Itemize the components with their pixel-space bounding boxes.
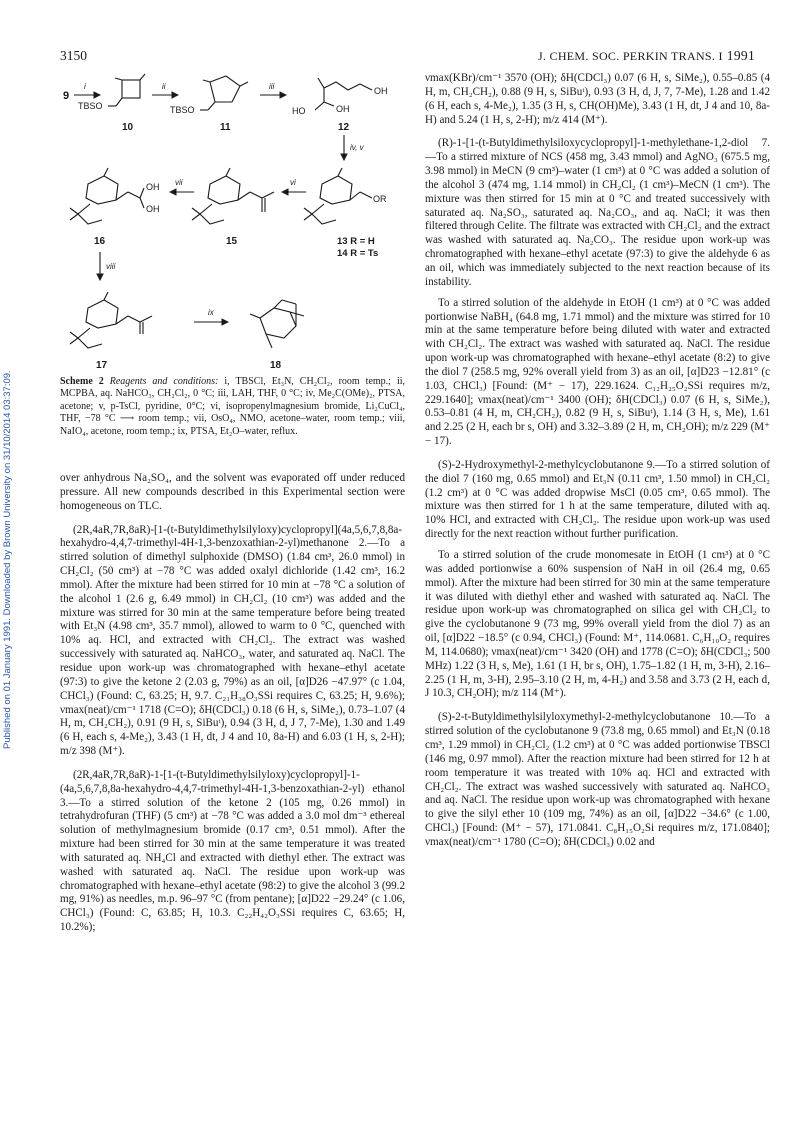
compound-11-structure — [200, 76, 248, 110]
oh-label-12b: OH — [374, 86, 388, 96]
left-paragraph-2: (2R,4aR,7R,8aR)-[1-(t-Butyldimethylsilyloxy)cyclopropyl](4a,5,6,7,8,8a-hexahydro-4,4,7-trimethyl-4H-1,3-benzoxathian-2-yl)methanone 2.—To a stirred solution of dimethyl sulphoxide (DMSO) (1.84 cm³, 26.0 mmol) in CH₂Cl₂ (50 cm³) at −78 °C was added oxalyl dichloride (1.42 cm³, 16.2 mmol). After the mixture had been stirred for 10 min at −78 °C a solution of the alcohol 1 (2.6 g, 6.49 mmol) in CH₂Cl₂ (10 cm³) was added and the mixture was stirred for 30 min at the same temperature before being treated with Et₃N (4.98 cm³, 35.7 mmol), allowed to warm to 0 °C, quenched with 10% aq. HCl, and extracted with CH₂Cl₂. The extract was washed successively with saturated aq. NaHCO₃, water, and saturated aq. NaCl. The residue upon work-up was chromatographed with hexane–ethyl acetate (97:3) to give the ketone 2 (2.03 g, 79%) as an oil, [α]D26 −47.97° (c 1.04, CHCl₃) (Found: C, 63.25; H, 9.7. C₂₁H₃₈O₃SSi requires C, 63.25; H, 9.6%); νmax(neat)/cm⁻¹ 1718 (C=O); δH(CDCl₃) 0.18 (6 H, s, SiMe₂), 0.73–1.07 (4 H, m, CH₂CH₂), 0.91 (9 H, s, SiBuᵗ), 0.94 (3 H, d, J 7, 7-Me), 1.30 and 1.49 (6 H, each s, 4-Me₂), 3.43 (1 H, dt, J 4 and 10, 8a-H) and 6.03 (1 H, s, 2-H); m/z 398 (M⁺). — [60, 523, 405, 758]
oh-label-16a: OH — [146, 182, 160, 192]
arrow-label-vii: vii — [175, 178, 183, 187]
running-head — [538, 48, 755, 64]
page-number: 3150 — [60, 48, 87, 63]
download-notice: Published on 01 January 1991. Downloaded by Brown University on 31/10/2014 03:37:09. — [2, 370, 13, 750]
left-column — [60, 472, 405, 942]
left-paragraph-1: over anhydrous Na₂SO₄, and the solvent was evaporated off under reduced pressure. All new compounds described in this Experimental section were homogeneous on TLC. — [60, 472, 405, 512]
compound-16-number: 16 — [94, 236, 106, 247]
caption-label: Scheme 2 — [60, 376, 104, 387]
tbso-label-11: TBSO — [170, 105, 195, 115]
or-label-13: OR — [373, 194, 387, 204]
tbso-label-10: TBSO — [78, 101, 103, 111]
journal-name: J. CHEM. SOC. PERKIN TRANS. I — [537, 49, 723, 63]
compound-16-structure — [70, 168, 144, 224]
right-paragraph-1: νmax(KBr)/cm⁻¹ 3570 (OH); δH(CDCl₃) 0.07 (6 H, s, SiMe₂), 0.55–0.85 (4 H, m, CH₂CH₂), 0.88 (9 H, s, SiBuᵗ), 0.93 (3 H, d, J, 7, 7-Me), 1.28 and 1.42 (6 H, each s, 4-Me₂), 1.35 (3 H, s, CH(OH)Me), 3.43 (1 H, dt, J 4 and 10, 8a-H) and 5.24 (1 H, s, 2-H); m/z 414 (M⁺). — [425, 72, 770, 126]
right-paragraph-6: (S)-2-t-Butyldimethylsilyloxymethyl-2-methylcyclobutanone 10.—To a stirred solution of the cyclobutanone 9 (73.8 mg, 0.65 mmol) and Et₃N (0.18 cm³, 1.29 mmol) in CH₂Cl₂ (1.2 cm³) at 0 °C was added portionwise TBSCl (146 mg, 0.97 mmol). After the reaction mixture had been stirred for 12 h at room temperature it was treated with 10% aq. HCl and extracted with CH₂Cl₂. The extract was washed successively with saturated aq. NaHCO₃ and aq. NaCl. The residue upon work-up was chromatographed with hexane to give the silyl ether 10 (109 mg, 74%) as an oil, [α]D22 −34.6° (c 1.00, CHCl₃) [Found: (M⁺ − 57), 171.0841. C₈H₁₅O₂Si requires m/z, 171.0840]; νmax(neat)/cm⁻¹ 1780 (C=O); δH(CDCl₃) 0.02 and — [425, 711, 770, 848]
scheme-2-figure — [60, 72, 405, 372]
compound-13-number: 13 R = H — [337, 236, 375, 247]
oh-label-16b: OH — [146, 204, 160, 214]
compound-15-structure — [192, 168, 274, 224]
arrow-label-ix: ix — [208, 308, 214, 317]
compound-17-structure — [70, 292, 152, 348]
compound-9-label: 9 — [63, 90, 70, 102]
caption-intro: Reagents and conditions: — [109, 376, 219, 387]
scheme-caption — [60, 376, 405, 438]
compound-15-number: 15 — [226, 236, 238, 247]
right-paragraph-2: (R)-1-[1-(t-Butyldimethylsiloxycyclopropyl]-1-methylethane-1,2-diol 7.—To a stirred mixture of NCS (458 mg, 3.43 mmol) and AgNO₃ (675.5 mg, 3.98 mmol) in MeCN (9 cm³)–water (1 cm³) at 0 °C was added a solution of the alcohol 3 (474 mg, 1.14 mmol) in CH₂Cl₂ (1 cm³)–MeCN (1 cm³). The mixture was then stirred for 15 min at 0 °C and treated successively with saturated aq. Na₂SO₃, saturated aq. Na₂CO₃, and aq. NaCl; it was then filtered through Celite. The filtrate was extracted with CH₂Cl₂ and the extract was washed with saturated aq. Na₂CO₃. The residue upon work-up was chromatographed with hexane–ethyl acetate (97:3) to give the aldehyde 6 as an oil, which was immediately subjected to the next reaction because of its instability. — [425, 137, 770, 288]
left-paragraph-3: (2R,4aR,7R,8aR)-1-[1-(t-Butyldimethylsilyloxy)cyclopropyl]-1-(4a,5,6,7,8,8a-hexahydro-4,4,7-trimethyl-4H-1,3-benzoxathian-2-yl) ethanol 3.—To a stirred solution of the ketone 2 (105 mg, 0.26 mmol) in tetrahydrofuran (THF) (5 cm³) at −78 °C was added a 3.0 mol dm⁻³ ethereal solution of methylmagnesium bromide (0.17 cm³, 0.51 mmol). After the mixture had been stirred for 30 min at the same temperature it was treated with saturated aq. NH₄Cl and extracted with diethyl ether. The extract was washed with saturated aq. NaCl. The residue upon work-up was chromatographed with hexane–ethyl acetate (98:2) to give the alcohol 3 (99.2 mg, 91%) as needles, m.p. 96–97 °C (from pentane); [α]D22 −29.24° (c 1.06, CHCl₃) (Found: C, 63.85; H, 10.3. C₂₂H₄₂O₃SSi requires C, 63.65; H, 10.2%); — [60, 768, 405, 934]
arrow-label-viii: viii — [106, 262, 116, 271]
compound-10-structure — [108, 74, 145, 106]
right-paragraph-5: To a stirred solution of the crude monomesate in EtOH (1 cm³) at 0 °C was added portionwise a 60% suspension of NaH in oil (26.4 mg, 0.65 mmol). After the mixture had been stirred for 30 min at the same temperature it was diluted with diethyl ether and washed with saturated aq. NaCl. The residue upon work-up was chromatographed on silica gel with CH₂Cl₂ to give the cyclobutanone 9 (73 mg, 99% overall yield from the diol 7) as an oil, [α]D22 −18.5° (c 0.94, CHCl₃) (Found: M⁺, 114.0681. C₆H₁₀O₂ requires M, 114.0680); νmax(neat)/cm⁻¹ 3420 (OH) and 1778 (C=O); δH(CDCl₃; 500 MHz) 1.22 (3 H, s, Me), 1.61 (1 H, br s, OH), 1.75–1.82 (1 H, m, 3-H), 2.16–2.25 (1 H, m, 3-H), 2.95–3.10 (2 H, m, 4-H₂) and 3.58 and 3.73 (2 H, each d, J 10.3, CH₂OH); m/z 114 (M⁺). — [425, 549, 770, 700]
journal-year: 1991 — [726, 48, 755, 63]
compound-10-number: 10 — [122, 122, 134, 133]
right-column — [425, 72, 770, 857]
compound-13-14-structure — [304, 168, 372, 224]
arrow-label-iii: iii — [269, 82, 275, 91]
arrow-label-iv-v: iv, v — [350, 143, 364, 152]
compound-12-number: 12 — [338, 122, 350, 133]
right-paragraph-3: To a stirred solution of the aldehyde in EtOH (1 cm³) at 0 °C was added portionwise NaBH₄ (64.8 mg, 1.71 mmol) and the mixture was stirred for 10 min at the same temperature before being diluted with water and extracted with CH₂Cl₂. The extract was washed with saturated aq. NaCl. The residue upon work-up was chromatographed with hexane–ethyl acetate (8:2) to give the diol 7 (258.5 mg, 92% overall yield from 3) as an oil, [α]D23 −12.81° (c 1.03, CHCl₃) [Found: (M⁺ − 17), 229.1624. C₁₂H₂₅O₂SSi requires m/z, 229.1640]; νmax(neat)/cm⁻¹ 3400 (OH); δH(CDCl₃) 0.07 (6 H, s, SiMe₂), 0.53–0.81 (4 H, m, CH₂CH₂), 0.82 (9 H, s, SiBuᵗ), 1.14 (3 H, s, Me), 1.61 and 2.25 (2 H, each br s, OH) and 3.32–3.89 (2 H, m, CH₂OH); m/z 229 (M⁺ − 17). — [425, 296, 770, 448]
compound-18-structure — [250, 300, 304, 348]
compound-14-number: 14 R = Ts — [337, 248, 379, 259]
arrow-label-vi: vi — [290, 178, 296, 187]
compound-11-number: 11 — [220, 122, 231, 133]
arrow-label-ii: ii — [162, 82, 166, 91]
caption-text: i, TBSCl, Et₃N, CH₂Cl₂, room temp.; ii, MCPBA, aq. NaHCO₃, CH₂Cl₂, 0 °C; iii, LAH, THF, 0 °C; iv, Me₂C(OMe)₂, PTSA, acetone; v, p-TsCl, pyridine, 0°C; vi, isopropenylmagnesium bromide, Li₂CuCl₄, THF, −78 °C ⟶ room temp.; vii, OsO₄, NMO, acetone–water, room temp.; viii, NaIO₄, acetone, room temp.; ix, PTSA, Et₂O–water, reflux. — [60, 376, 405, 437]
oh-label-12a: OH — [336, 104, 350, 114]
right-paragraph-4: (S)-2-Hydroxymethyl-2-methylcyclobutanone 9.—To a stirred solution of the diol 7 (160 mg, 0.65 mmol) and Et₃N (0.11 cm³, 1.50 mmol) in CH₂Cl₂ (1.2 cm³) at 0 °C was added dropwise MsCl (0.05 cm³, 0.65 mmol). The mixture was then stirred for 1 h at the same temperature, diluted with aq. 10% HCl, and extracted with CH₂Cl₂. The residue upon work-up was used directly for the next reaction without further purification. — [425, 458, 770, 541]
ho-label-12: HO — [292, 106, 306, 116]
compound-18-number: 18 — [270, 360, 282, 371]
arrow-label-i: i — [84, 82, 86, 91]
compound-17-number: 17 — [96, 360, 108, 371]
